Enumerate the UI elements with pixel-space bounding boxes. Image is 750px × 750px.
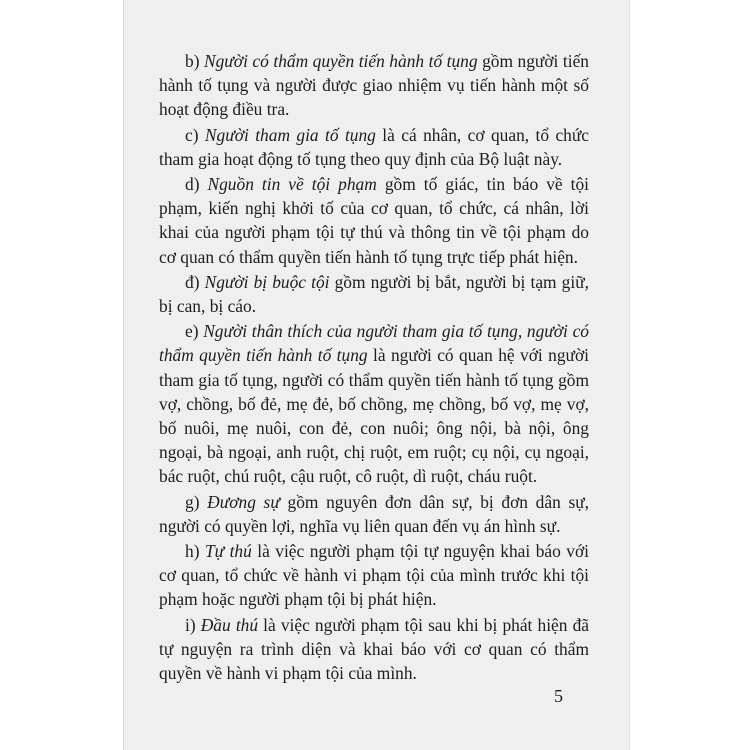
defined-term: Đầu thú: [200, 614, 259, 635]
page-number: 5: [554, 686, 563, 706]
item-label: c): [185, 124, 205, 145]
defined-term: Nguồn tin về tội phạm: [207, 174, 377, 195]
item-label: đ): [185, 271, 205, 292]
body-text: [159, 49, 589, 685]
defined-term: Đương sự: [207, 491, 280, 512]
paragraph-e: [159, 319, 589, 488]
definition-text: là người có quan hệ với người tham gia tố tụng, người có thẩm quyền tiến hành tố tụng gồm vợ, chồng, bố đẻ, mẹ đẻ, bố chồng, mẹ chồng, bố vợ, mẹ vợ, bố nuôi, mẹ nuôi, con đẻ, con nuôi; ông nội, bà nội, ông ngoại, bà ngoại, anh ruột, chị ruột, em ruột; cụ nội, cụ ngoại, bác ruột, chú ruột, cậu ruột, cô ruột, dì ruột, cháu ruột.: [159, 345, 589, 487]
paragraph-h: [159, 539, 589, 612]
paragraph-d: [159, 172, 589, 269]
item-label: i): [185, 614, 201, 635]
defined-term: Người thân thích của người tham gia tố tụng, người có thẩm quyền tiến hành tố tụng: [159, 321, 589, 366]
item-label: h): [185, 541, 205, 562]
item-label: b): [185, 51, 205, 71]
definition-text: gồm người bị bắt, người bị tạm giữ, bị can, bị cáo.: [159, 271, 589, 317]
paragraph-g: [159, 490, 589, 538]
paragraph-dd: [159, 270, 589, 318]
definition-text: gồm tố giác, tin báo về tội phạm, kiến nghị khởi tố của cơ quan, tổ chức, cá nhân, lời khai của người phạm tội tự thú và thông tin về tội phạm do cơ quan có thẩm quyền tiến hành tố tụng trực tiếp phát hiện.: [159, 174, 589, 267]
item-label: g): [185, 491, 208, 512]
book-page: [123, 0, 630, 750]
defined-term: Người bị buộc tội: [204, 271, 330, 292]
paragraph-c: [159, 123, 589, 171]
definition-text: là cá nhân, cơ quan, tổ chức tham gia hoạt động tố tụng theo quy định của Bộ luật này.: [159, 124, 590, 169]
definition-text: là việc người phạm tội tự nguyện khai báo với cơ quan, tổ chức về hành vi phạm tội của mình trước khi tội phạm hoặc người phạm tội bị phát hiện.: [159, 541, 589, 610]
paragraph-b: [159, 49, 589, 122]
item-label: e): [185, 321, 204, 342]
paragraph-i: [159, 613, 589, 686]
definition-text: gồm nguyên đơn dân sự, bị đơn dân sự, người có quyền lợi, nghĩa vụ liên quan đến vụ án hình sự.: [159, 491, 589, 536]
definition-text: là việc người phạm tội sau khi bị phát hiện đã tự nguyện ra trình diện và khai báo với cơ quan có thẩm quyền về hành vi phạm tội của mình.: [159, 614, 589, 684]
defined-term: Người tham gia tố tụng: [204, 124, 376, 145]
item-label: d): [185, 174, 208, 195]
definition-text: gồm người tiến hành tố tụng và người được giao nhiệm vụ tiến hành một số hoạt động điều tra.: [159, 51, 589, 120]
defined-term: Tự thú: [204, 541, 252, 562]
defined-term: Người có thẩm quyền tiến hành tố tụng: [204, 51, 478, 71]
